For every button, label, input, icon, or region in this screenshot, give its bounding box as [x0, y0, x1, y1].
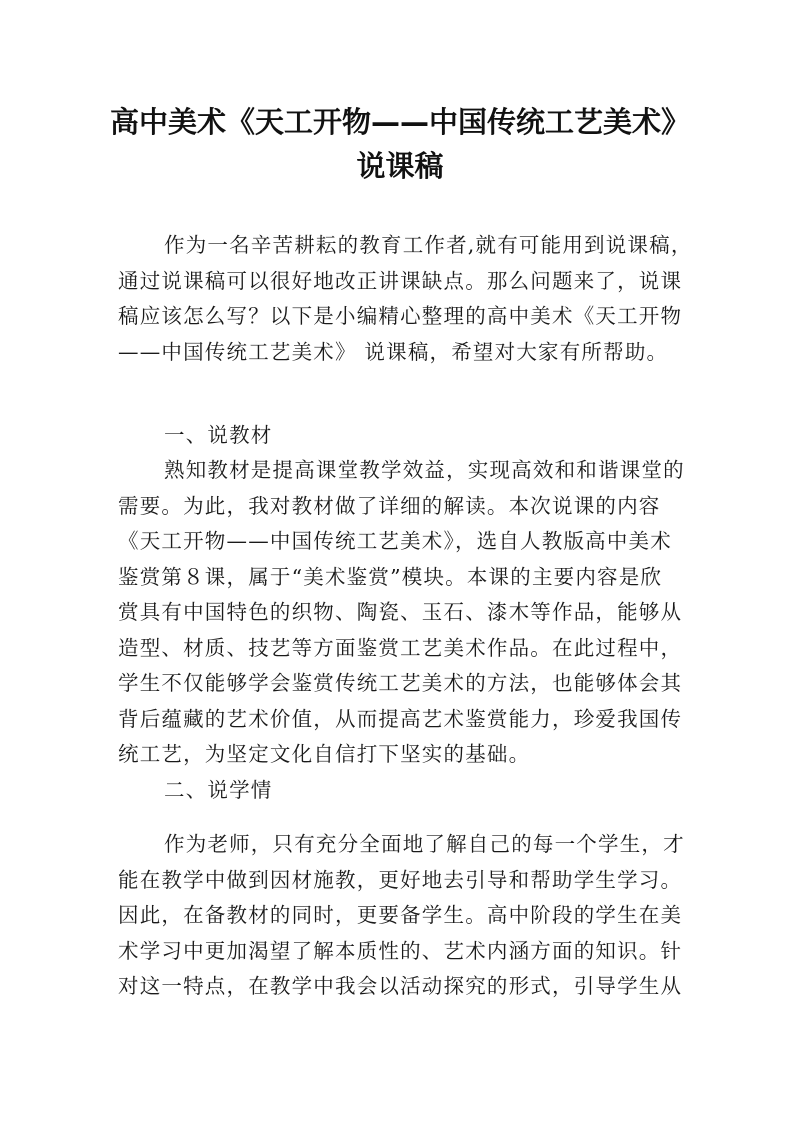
intro-paragraph — [118, 228, 698, 370]
section-textbook-paragraph — [118, 453, 698, 773]
paragraph-line: 对这一特点，在教学中我会以活动探究的形式，引导学生从 — [118, 974, 683, 998]
paragraph-line: 因此，在备教材的同时，更要备学生。高中阶段的学生在美 — [118, 903, 683, 927]
paragraph-line: 赏具有中国特色的织物、陶瓷、玉石、漆木等作品，能够从 — [118, 600, 683, 624]
intro-line: 作为一名辛苦耕耘的教育工作者,就有可能用到说课稿， — [164, 233, 693, 257]
paragraph-line: 能在教学中做到因材施教，更好地去引导和帮助学生学习。 — [118, 867, 683, 892]
paragraph-line: 鉴赏第８课，属于“美术鉴赏”模块。本课的主要内容是欣 — [118, 564, 663, 589]
intro-line: 通过说课稿可以很好地改正讲课缺点。那么问题来了，说课 — [118, 268, 683, 293]
intro-line: ——中国传统工艺美术》 说课稿，希望对大家有所帮助。 — [118, 339, 669, 364]
document-title-line-1: 高中美术《天工开物——中国传统工艺美术》 — [109, 105, 690, 139]
paragraph-line: 熟知教材是提高课堂教学效益，实现高效和和谐课堂的 — [164, 458, 685, 482]
intro-line: 稿应该怎么写？以下是小编精心整理的高中美术《天工开物 — [118, 304, 683, 328]
paragraph-line: 造型、材质、技艺等方面鉴赏工艺美术作品。在此过程中， — [118, 635, 683, 660]
paragraph-line: 《天工开物——中国传统工艺美术》，选自人教版高中美术 — [118, 529, 672, 553]
paragraph-line: 背后蕴藏的艺术价值，从而提高艺术鉴赏能力，珍爱我国传 — [118, 706, 683, 731]
paragraph-line: 需要。为此，我对教材做了详细的解读。本次说课的内容 — [118, 493, 661, 518]
paragraph-line: 作为老师，只有充分全面地了解自己的每一个学生，才 — [164, 832, 685, 856]
section-students-paragraph — [118, 827, 698, 1005]
document-title-line-2: 说课稿 — [356, 149, 444, 183]
section-heading-textbook: 一、说教材 — [164, 423, 273, 447]
paragraph-line: 统工艺，为坚定文化自信打下坚实的基础。 — [118, 742, 531, 766]
section-heading-students: 二、说学情 — [164, 778, 273, 802]
paragraph-line: 术学习中更加渴望了解本质性的、艺术内涵方面的知识。针 — [118, 938, 683, 963]
paragraph-line: 学生不仅能够学会鉴赏传统工艺美术的方法，也能够体会其 — [118, 671, 683, 695]
